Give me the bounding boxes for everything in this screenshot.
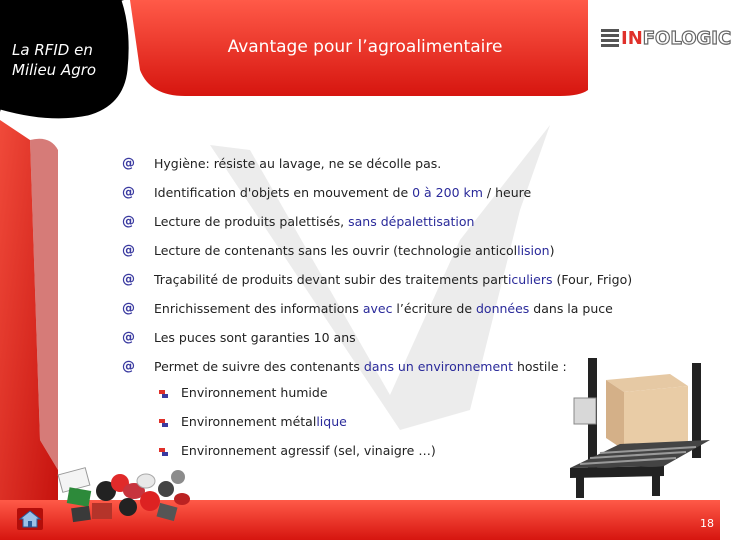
section-title-line2: Milieu Agro <box>12 61 97 79</box>
sub-bullet-item: Environnement agressif (sel, vinaigre …) <box>155 438 436 467</box>
sub-bullet-icon <box>159 390 169 399</box>
at-icon: @ <box>122 301 135 316</box>
at-icon: @ <box>122 359 135 374</box>
at-icon: @ <box>122 214 135 229</box>
bullet-item: @ Les puces sont garanties 10 ans <box>122 330 356 345</box>
slide-title: Avantage pour l’agroalimentaire <box>227 37 503 57</box>
home-icon <box>17 508 43 530</box>
sub-bullet-list <box>155 380 436 467</box>
bullet-item: @ Lecture de produits palettisés, sans dépalettisation <box>122 214 475 229</box>
section-title-line1: La RFID en <box>12 41 93 59</box>
bullet-item: @ Enrichissement des informations avec l’écriture de données dans la puce <box>122 301 613 316</box>
section-title <box>12 40 122 80</box>
at-icon: @ <box>122 156 135 171</box>
logo-text: INFOLOGIC <box>621 27 731 49</box>
at-icon: @ <box>122 185 135 200</box>
at-icon: @ <box>122 272 135 287</box>
bullet-item: @ Hygiène: résiste au lavage, ne se décolle pas. <box>122 156 442 171</box>
home-button[interactable] <box>17 508 43 530</box>
bullet-item: @ Permet de suivre des contenants dans un environnement hostile : <box>122 359 567 374</box>
sub-bullet-item: Environnement métallique <box>155 409 436 438</box>
bullet-list <box>120 150 632 382</box>
rfid-tags-image <box>58 463 208 531</box>
sub-bullet-icon <box>159 419 169 428</box>
sub-bullet-item: Environnement humide <box>155 380 436 409</box>
bullet-item: @ Lecture de contenants sans les ouvrir (technologie anticollision) <box>122 243 555 258</box>
conveyor-image <box>560 358 720 508</box>
bullet-item: @ Traçabilité de produits devant subir des traitements particuliers (Four, Frigo) <box>122 272 633 287</box>
at-icon: @ <box>122 243 135 258</box>
infologic-logo <box>601 26 731 50</box>
page-number: 18 <box>700 517 714 530</box>
logo-mark-icon <box>601 29 619 47</box>
at-icon: @ <box>122 330 135 345</box>
bullet-item: @ Identification d'objets en mouvement de 0 à 200 km / heure <box>122 185 532 200</box>
sub-bullet-icon <box>159 448 169 457</box>
